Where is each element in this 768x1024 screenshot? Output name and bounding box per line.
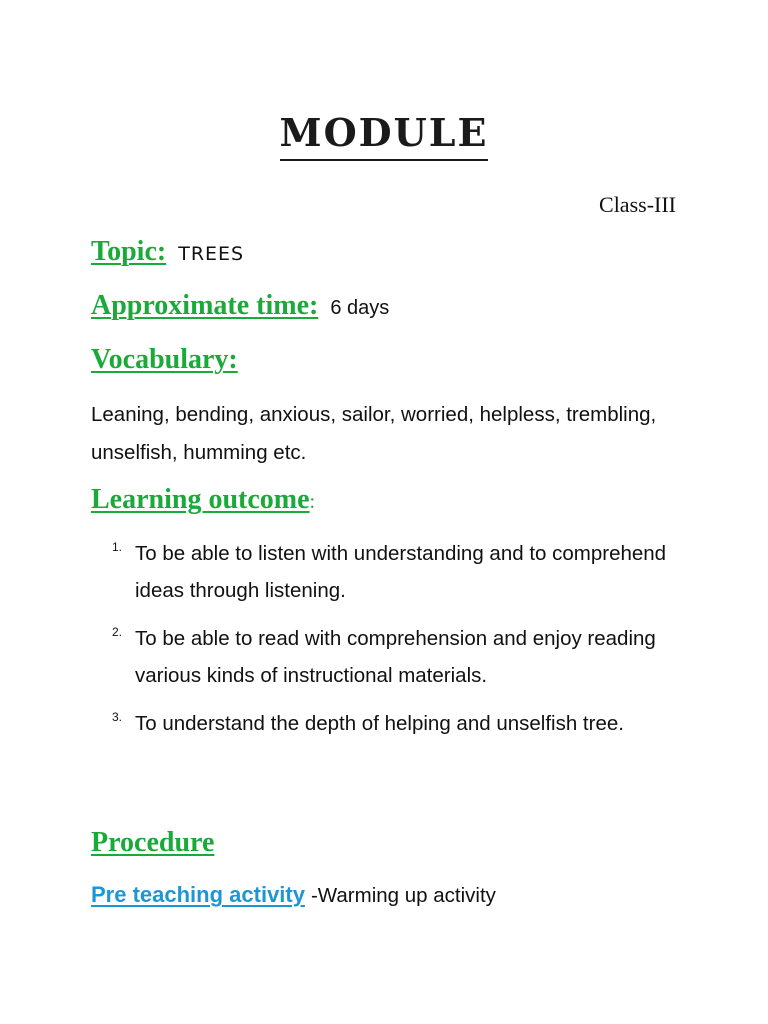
list-item-number: 2.: [112, 625, 123, 639]
approximate-time-value: 6 days: [330, 297, 390, 319]
pre-teaching-row: [91, 882, 496, 908]
module-title-container: [0, 110, 768, 161]
topic-row: [91, 236, 244, 268]
pre-teaching-description: -Warming up activity: [310, 884, 496, 907]
module-title: MODULE: [280, 110, 489, 161]
class-label: Class-III: [599, 192, 676, 217]
learning-outcome-colon: :: [309, 491, 316, 513]
vocabulary-heading: Vocabulary:: [91, 344, 238, 375]
approximate-time-row: [91, 290, 389, 322]
vocabulary-text: Leaning, bending, anxious, sailor, worried, helpless, trembling, unselfish, humming etc.: [91, 403, 657, 464]
procedure-row: [91, 827, 214, 859]
learning-outcome-heading: Learning outcome: [91, 484, 310, 515]
list-item-number: 1.: [112, 540, 123, 554]
pre-teaching-heading: Pre teaching activity: [91, 882, 305, 907]
list-item-text: To understand the depth of helping and unselfish tree.: [135, 712, 624, 735]
list-item-text: To be able to read with comprehension and enjoy reading various kinds of instructional materials.: [135, 627, 656, 687]
approximate-time-heading: Approximate time:: [91, 290, 319, 321]
topic-heading: Topic:: [91, 236, 167, 267]
topic-value: TREES: [178, 243, 245, 265]
list-item-text: To be able to listen with understanding and to comprehend ideas through listening.: [135, 542, 667, 602]
list-item-number: 3.: [112, 710, 123, 724]
vocabulary-row: [91, 344, 238, 376]
procedure-heading: Procedure: [91, 827, 215, 858]
learning-outcome-row: [91, 484, 315, 516]
